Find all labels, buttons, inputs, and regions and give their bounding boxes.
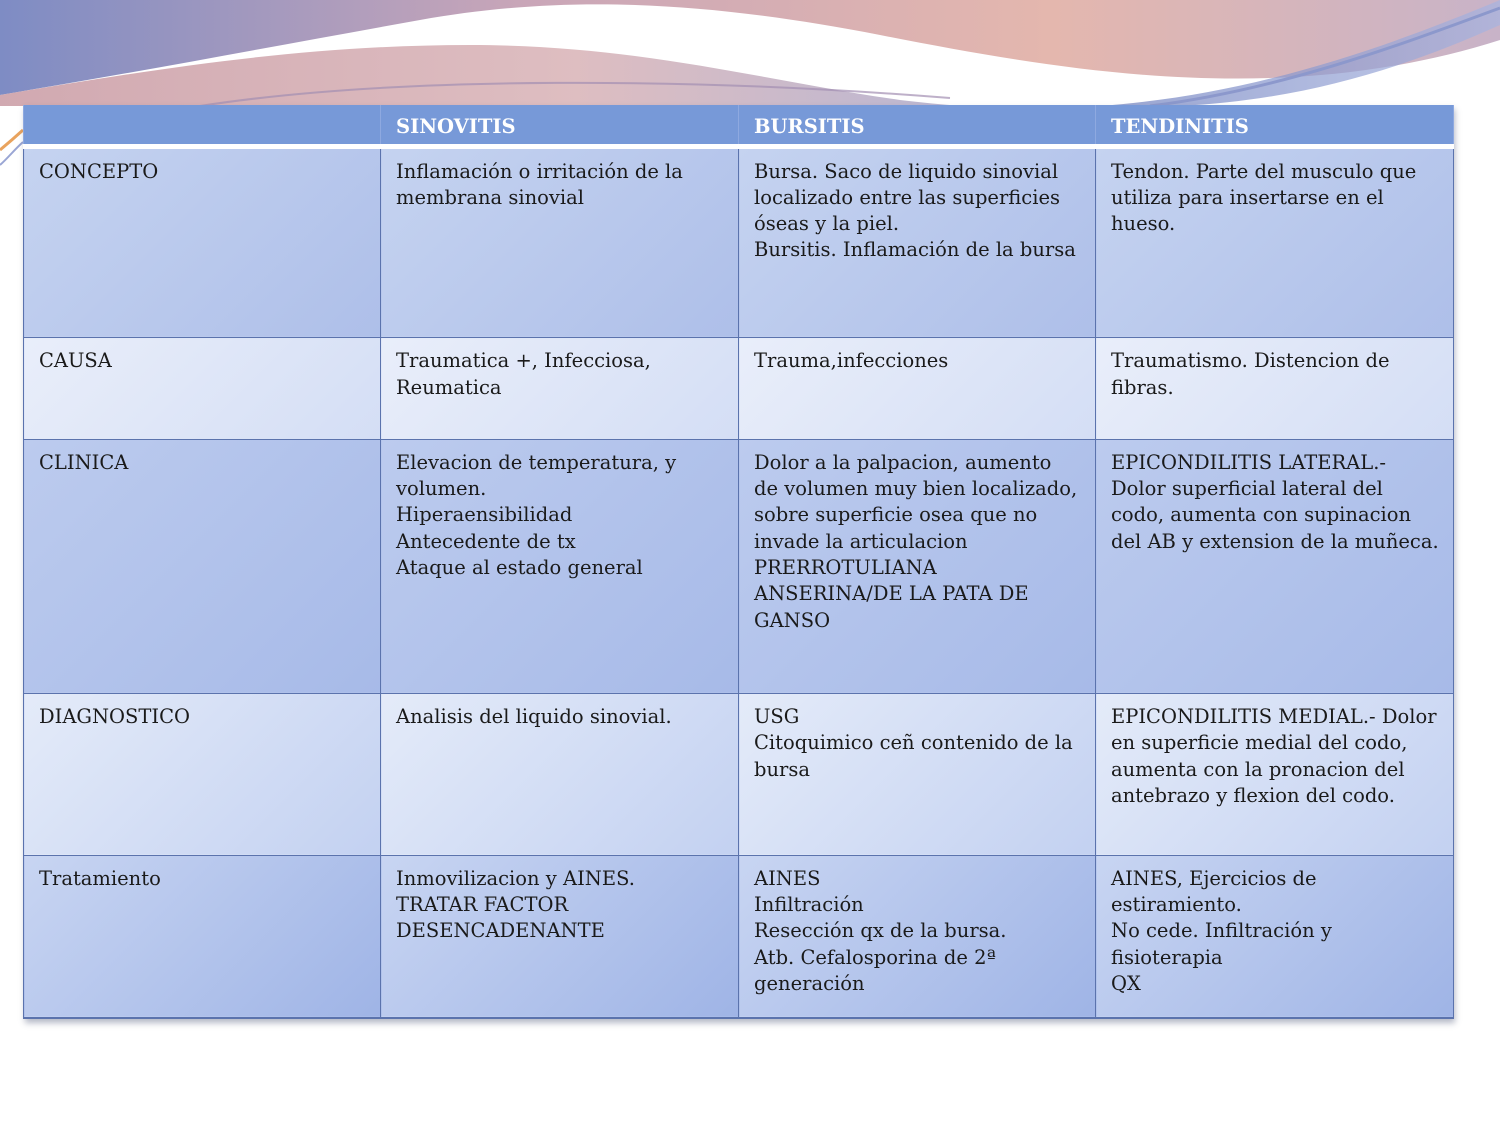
table-row-diagnostico bbox=[24, 693, 1454, 855]
cell-tendinitis: Tendon. Parte del musculo que utiliza para insertarse en el hueso. bbox=[1096, 146, 1454, 338]
cell-sinovitis: Elevacion de temperatura, y volumen. Hiperaensibilidad Antecedente de tx Ataque al estado general bbox=[381, 439, 739, 693]
table-row-causa bbox=[24, 338, 1454, 439]
row-label: DIAGNOSTICO bbox=[24, 693, 381, 855]
cell-bursitis: USG Citoquimico ceñ contenido de la bursa bbox=[739, 693, 1096, 855]
table-row-tratamiento bbox=[24, 855, 1454, 1018]
cell-sinovitis: Traumatica +, Infecciosa, Reumatica bbox=[381, 338, 739, 439]
table-row-concepto bbox=[24, 146, 1454, 338]
cell-sinovitis: Inflamación o irritación de la membrana sinovial bbox=[381, 146, 739, 338]
comparison-table bbox=[23, 105, 1454, 1019]
table-row-clinica bbox=[24, 439, 1454, 693]
cell-tendinitis: EPICONDILITIS LATERAL.- Dolor superficial lateral del codo, aumenta con supinacion del AB y extension de la muñeca. bbox=[1096, 439, 1454, 693]
header-bursitis: BURSITIS bbox=[739, 105, 1096, 146]
cell-tendinitis: Traumatismo. Distencion de fibras. bbox=[1096, 338, 1454, 439]
cell-bursitis: Trauma,infecciones bbox=[739, 338, 1096, 439]
row-label: Tratamiento bbox=[24, 855, 381, 1018]
cell-bursitis: Bursa. Saco de liquido sinovial localizado entre las superficies óseas y la piel. Bursitis. Inflamación de la bursa bbox=[739, 146, 1096, 338]
header-sinovitis: SINOVITIS bbox=[381, 105, 739, 146]
row-label: CAUSA bbox=[24, 338, 381, 439]
cell-bursitis: Dolor a la palpacion, aumento de volumen muy bien localizado, sobre superficie osea que no invade la articulacion PRERROTULIANA ANSERINA/DE LA PATA DE GANSO bbox=[739, 439, 1096, 693]
table-header-row bbox=[24, 105, 1454, 146]
cell-bursitis: AINES Infiltración Resección qx de la bursa. Atb. Cefalosporina de 2ª generación bbox=[739, 855, 1096, 1018]
row-label: CONCEPTO bbox=[24, 146, 381, 338]
cell-tendinitis: AINES, Ejercicios de estiramiento. No cede. Infiltración y fisioterapia QX bbox=[1096, 855, 1454, 1018]
comparison-table-container bbox=[23, 105, 1453, 1019]
swoosh-line-3 bbox=[0, 130, 23, 150]
cell-tendinitis: EPICONDILITIS MEDIAL.- Dolor en superficie medial del codo, aumenta con la pronacion del antebrazo y flexion del codo. bbox=[1096, 693, 1454, 855]
header-tendinitis: TENDINITIS bbox=[1096, 105, 1454, 146]
cell-sinovitis: Analisis del liquido sinovial. bbox=[381, 693, 739, 855]
header-empty bbox=[24, 105, 381, 146]
cell-sinovitis: Inmovilizacion y AINES. TRATAR FACTOR DESENCADENANTE bbox=[381, 855, 739, 1018]
row-label: CLINICA bbox=[24, 439, 381, 693]
